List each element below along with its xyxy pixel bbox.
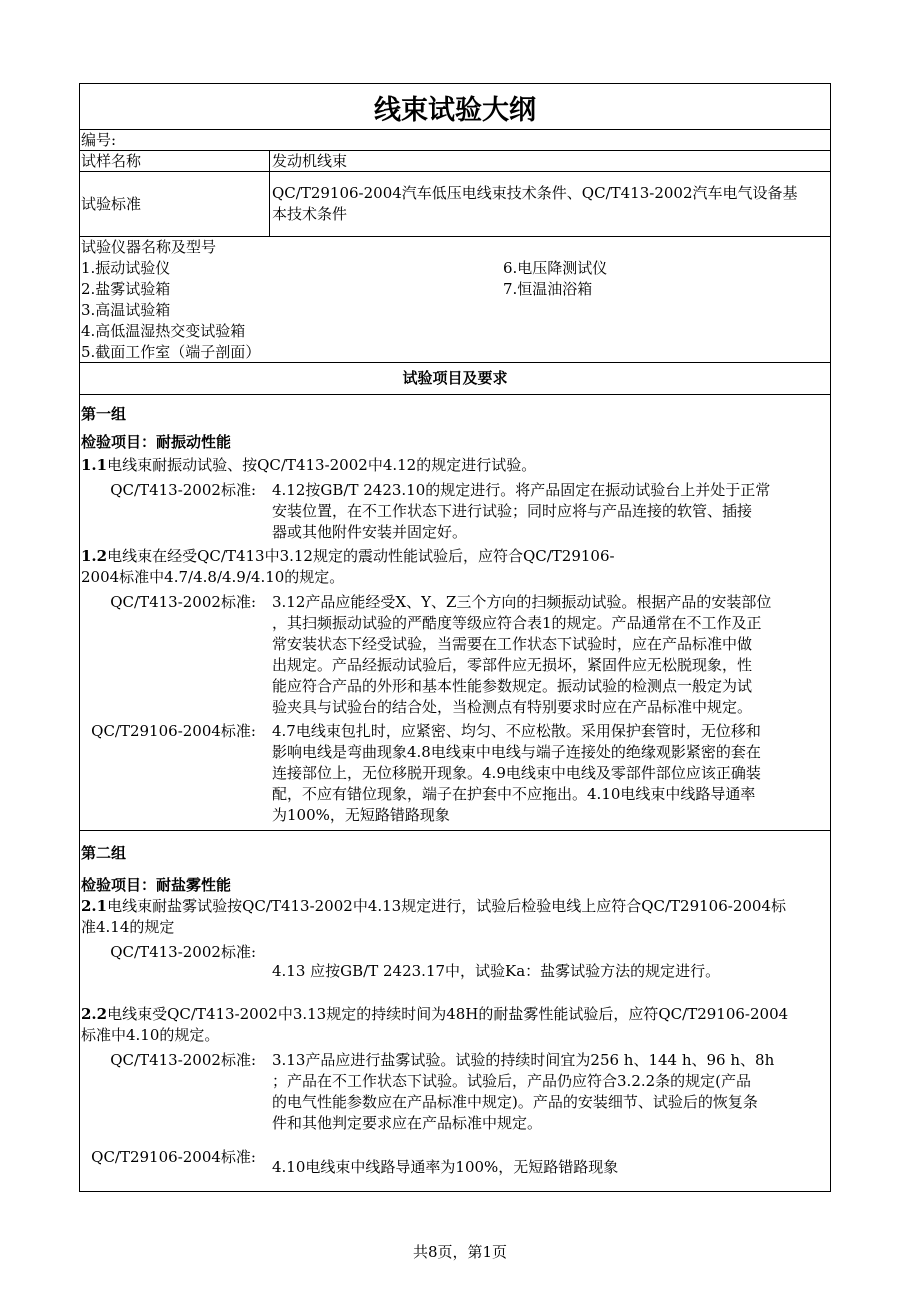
standard-line: QC/T29106-2004汽车低压电线束技术条件、QC/T413-2002汽车电气设备基 [272,184,798,202]
border [79,83,831,84]
instrument-item: 3.高温试验箱 [81,301,171,319]
requirement [81,896,786,916]
border [79,129,831,130]
standard-text: 安装位置，在不工作状态下进行试验；同时应将与产品连接的软管、插接 [272,502,753,520]
standard-ref-label: QC/T29106-2004标准: [91,1148,256,1166]
number-label: 编号: [81,131,117,149]
border [79,362,831,363]
standard-line: 本技术条件 [272,205,348,223]
requirement-number: 2.1 [81,897,108,915]
standard-text: 影响电线是弯曲现象4.8电线束中电线与端子连接处的绝缘观影紧密的套在 [272,743,761,761]
standard-text: 4.13 应按GB/T 2423.17中，试验Ka：盐雾试验方法的规定进行。 [272,962,721,980]
section-header: 试验项目及要求 [402,369,508,387]
standard-text: 能应符合产品的外形和基本性能参数规定。振动试验的检测点一般定为试 [272,677,753,695]
requirement-text: 标准中4.10的规定。 [81,1026,220,1044]
standard-ref-label: QC/T413-2002标准: [110,481,256,499]
border [79,1191,831,1192]
group-title: 第二组 [81,844,127,862]
standard-text: 的电气性能参数应在产品标准中规定)。产品的安装细节、试验后的恢复条 [272,1093,758,1111]
requirement-text: 电线束耐振动试验、按QC/T413-2002中4.12的规定进行试验。 [107,456,537,474]
standard-ref-label: QC/T413-2002标准: [110,593,256,611]
standard-text: 件和其他判定要求应在产品标准中规定。 [272,1114,543,1132]
standard-text: 出规定。产品经振动试验后，零部件应无损坏，紧固件应无松脱现象，性 [272,656,753,674]
standard-label: 试验标准 [81,195,142,213]
requirement-text: 电线束在经受QC/T413中3.12规定的震动性能试验后，应符合QC/T29106- [107,547,615,565]
standard-text: 3.12产品应能经受X、Y、Z三个方向的扫频振动试验。根据产品的安装部位 [272,593,772,611]
instruments-title: 试验仪器名称及型号 [81,238,217,256]
requirement [81,1004,788,1024]
requirement-text: 电线束耐盐雾试验按QC/T413-2002中4.13规定进行，试验后检验电线上应符合QC/T29106-2004标 [107,897,787,915]
standard-text: 为100%，无短路错路现象 [272,806,450,824]
requirement-text: 准4.14的规定 [81,918,175,936]
instrument-item: 4.高低温湿热交变试验箱 [81,322,246,340]
group-title: 第一组 [81,405,127,423]
standard-text: 器或其他附件安装并固定好。 [272,523,468,541]
border [269,150,270,236]
border [79,150,831,151]
standard-text: 4.12按GB/T 2423.10的规定进行。将产品固定在振动试验台上并处于正常 [272,481,771,499]
standard-text: 4.7电线束包扎时，应紧密、均匀、不应松散。采用保护套管时，无位移和 [272,722,761,740]
page-footer: 共8页，第1页 [412,1243,508,1261]
standard-text: 3.13产品应进行盐雾试验。试验的持续时间宜为256 h、144 h、96 h、8h [272,1051,775,1069]
test-item-title: 检验项目：耐盐雾性能 [81,876,232,894]
instrument-item: 7.恒温油浴箱 [503,280,593,298]
standard-text: 验夹具与试验台的结合处，当检测点有特别要求时应在产品标准中规定。 [272,698,753,716]
standard-text: 4.10电线束中线路导通率为100%，无短路错路现象 [272,1158,619,1176]
standard-ref-label: QC/T413-2002标准: [110,943,256,961]
standard-ref-label: QC/T413-2002标准: [110,1051,256,1069]
requirement-number: 1.1 [81,456,108,474]
requirement [81,546,615,566]
border [79,83,80,1191]
standard-text: ；产品在不工作状态下试验。试验后，产品仍应符合3.2.2条的规定(产品 [272,1072,752,1090]
standard-text: ，其扫频振动试验的严酷度等级应符合表1的规定。产品通常在不工作及正 [272,614,762,632]
requirement-number: 2.2 [81,1005,108,1023]
document-title: 线束试验大纲 [374,95,536,126]
requirement-number: 1.2 [81,547,108,565]
test-item-title: 检验项目：耐振动性能 [81,433,232,451]
standard-ref-label: QC/T29106-2004标准: [91,722,256,740]
requirement-text: 电线束受QC/T413-2002中3.13规定的持续时间为48H的耐盐雾性能试验后，应符QC/T29106-2004 [107,1005,789,1023]
instrument-item: 2.盐雾试验箱 [81,280,171,298]
border [830,83,831,1191]
standard-text: 连接部位上，无位移脱开现象。4.9电线束中电线及零部件部位应该正确装 [272,764,761,782]
instrument-item: 1.振动试验仪 [81,259,171,277]
border [79,394,831,395]
requirement [81,455,536,475]
border [79,171,831,172]
sample-value: 发动机线束 [272,152,348,170]
instrument-item: 5.截面工作室（端子剖面） [81,343,261,361]
standard-text: 常安装状态下经受试验，当需要在工作状态下试验时，应在产品标准中做 [272,635,753,653]
instrument-item: 6.电压降测试仪 [503,259,608,277]
requirement-text: 2004标准中4.7/4.8/4.9/4.10的规定。 [81,568,345,586]
sample-label: 试样名称 [81,152,142,170]
standard-text: 配，不应有错位现象，端子在护套中不应拖出。4.10电线束中线路导通率 [272,785,756,803]
border [79,830,831,831]
